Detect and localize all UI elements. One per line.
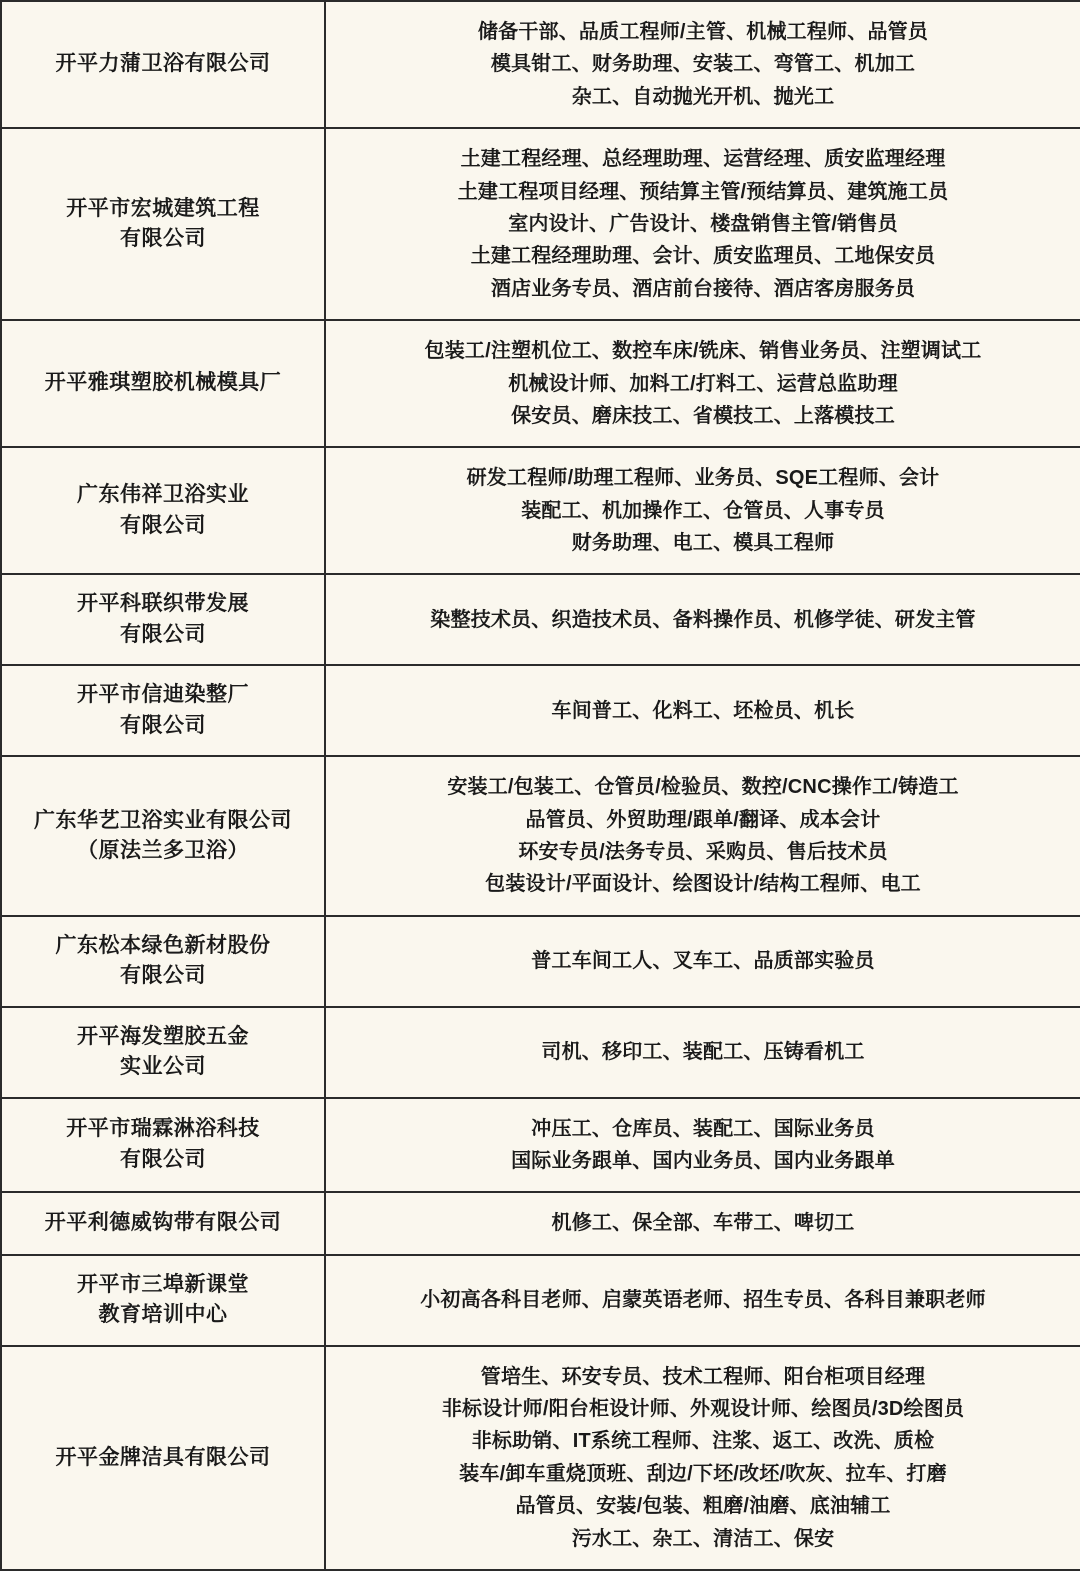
table-row (1, 1255, 1080, 1346)
company-name-cell (1, 665, 325, 756)
positions-cell (325, 1, 1080, 128)
company-name-line: 开平雅琪塑胶机械模具厂 (44, 371, 282, 395)
position-line: 品管员、外贸助理/跟单/翻译、成本会计 (525, 808, 881, 831)
table-row (1, 574, 1080, 665)
position-line: 装车/卸车重烧顶班、刮边/下坯/改坯/吹灰、拉车、打磨 (459, 1462, 947, 1485)
company-name-line: 有限公司 (120, 227, 206, 251)
positions-cell (325, 1255, 1080, 1346)
table-row (1, 916, 1080, 1007)
table-row (1, 1, 1080, 128)
company-name-line: 有限公司 (120, 1147, 206, 1171)
company-name-line: 有限公司 (120, 713, 206, 737)
position-line: 室内设计、广告设计、楼盘销售主管/销售员 (508, 212, 898, 235)
table-row (1, 756, 1080, 916)
positions-cell (325, 756, 1080, 916)
company-name-line: 开平海发塑胶五金 (77, 1024, 249, 1048)
company-name-line: 有限公司 (120, 964, 206, 988)
company-name-line: 开平力蒲卫浴有限公司 (55, 52, 271, 76)
position-line: 机修工、保全部、车带工、啤切工 (551, 1212, 855, 1235)
position-line: 杂工、自动抛光开机、抛光工 (571, 85, 835, 108)
company-name-line: （原法兰多卫浴） (77, 839, 249, 862)
position-line: 环安专员/法务专员、采购员、售后技术员 (518, 841, 888, 863)
company-name-line: 有限公司 (120, 513, 206, 537)
position-line: 污水工、杂工、清洁工、保安 (571, 1527, 835, 1550)
company-name-line: 广东华艺卫浴实业有限公司 (34, 808, 292, 832)
positions-cell (325, 1192, 1080, 1254)
company-name-line: 开平利德威钩带有限公司 (44, 1211, 282, 1235)
position-line: 非标助销、IT系统工程师、注浆、返工、改洗、质检 (471, 1430, 935, 1453)
position-line: 财务助理、电工、模具工程师 (571, 532, 835, 555)
position-line: 染整技术员、织造技术员、备料操作员、机修学徒、研发主管 (430, 608, 976, 631)
company-name-cell (1, 1346, 325, 1570)
positions-cell (325, 1346, 1080, 1570)
table-row (1, 1007, 1080, 1098)
positions-cell (325, 574, 1080, 665)
positions-cell (325, 320, 1080, 447)
position-line: 储备干部、品质工程师/主管、机械工程师、品管员 (477, 21, 929, 43)
company-name-cell (1, 447, 325, 574)
company-name-line: 开平市宏城建筑工程 (66, 196, 260, 220)
positions-cell (325, 1007, 1080, 1098)
position-line: 保安员、磨床技工、省模技工、上落模技工 (511, 404, 895, 427)
position-line: 小初高各科目老师、启蒙英语老师、招生专员、各科目兼职老师 (420, 1288, 986, 1311)
company-name-line: 开平科联织带发展 (77, 592, 249, 616)
positions-cell (325, 916, 1080, 1007)
position-line: 非标设计师/阳台柜设计师、外观设计师、绘图员/3D绘图员 (441, 1397, 965, 1420)
position-line: 司机、移印工、装配工、压铸看机工 (541, 1040, 865, 1063)
position-line: 普工车间工人、叉车工、品质部实验员 (531, 950, 875, 973)
table-row (1, 1098, 1080, 1193)
position-line: 车间普工、化料工、坯检员、机长 (551, 699, 855, 722)
company-name-cell (1, 1, 325, 128)
table-row (1, 128, 1080, 320)
position-line: 冲压工、仓库员、装配工、国际业务员 (531, 1117, 875, 1140)
position-line: 土建工程项目经理、预结算主管/预结算员、建筑施工员 (457, 180, 949, 203)
company-name-cell (1, 320, 325, 447)
position-line: 土建工程经理、总经理助理、运营经理、质安监理经理 (460, 148, 946, 171)
company-name-cell (1, 574, 325, 665)
position-line: 机械设计师、加料工/打料工、运营总监助理 (508, 372, 898, 395)
company-name-line: 开平市三埠新课堂 (77, 1272, 249, 1296)
positions-cell (325, 128, 1080, 320)
position-line: 安装工/包装工、仓管员/检验员、数控/CNC操作工/铸造工 (447, 776, 959, 799)
table-row (1, 1192, 1080, 1254)
position-line: 装配工、机加操作工、仓管员、人事专员 (521, 499, 885, 522)
company-name-cell (1, 1007, 325, 1098)
position-line: 国际业务跟单、国内业务员、国内业务跟单 (511, 1149, 895, 1172)
positions-cell (325, 1098, 1080, 1193)
company-name-line: 实业公司 (120, 1055, 206, 1079)
company-name-line: 广东松本绿色新材股份 (55, 933, 271, 957)
position-line: 包装工/注塑机位工、数控车床/铣床、销售业务员、注塑调试工 (424, 340, 982, 363)
company-name-line: 教育培训中心 (98, 1303, 228, 1327)
table-row (1, 447, 1080, 574)
company-name-line: 开平金牌洁具有限公司 (55, 1445, 271, 1469)
company-name-line: 开平市信迪染整厂 (77, 683, 249, 707)
table-body (1, 1, 1080, 1570)
company-name-cell (1, 1098, 325, 1193)
position-line: 管培生、环安专员、技术工程师、阳台柜项目经理 (480, 1365, 926, 1388)
table-row (1, 1346, 1080, 1570)
company-name-line: 广东伟祥卫浴实业 (77, 483, 249, 507)
positions-cell (325, 447, 1080, 574)
company-name-cell (1, 1255, 325, 1346)
table-row (1, 665, 1080, 756)
position-line: 土建工程经理助理、会计、质安监理员、工地保安员 (470, 245, 936, 268)
positions-cell (325, 665, 1080, 756)
position-line: 研发工程师/助理工程师、业务员、SQE工程师、会计 (466, 467, 940, 490)
company-name-cell (1, 128, 325, 320)
position-line: 品管员、安装/包装、粗磨/油磨、底油辅工 (515, 1495, 891, 1518)
position-line: 酒店业务专员、酒店前台接待、酒店客房服务员 (490, 277, 916, 300)
position-line: 模具钳工、财务助理、安装工、弯管工、机加工 (490, 53, 916, 76)
company-name-line: 有限公司 (120, 622, 206, 646)
company-name-cell (1, 756, 325, 916)
company-name-cell (1, 1192, 325, 1254)
company-name-line: 开平市瑞霖淋浴科技 (66, 1117, 260, 1141)
position-line: 包装设计/平面设计、绘图设计/结构工程师、电工 (485, 873, 921, 896)
table-row (1, 320, 1080, 447)
company-name-cell (1, 916, 325, 1007)
